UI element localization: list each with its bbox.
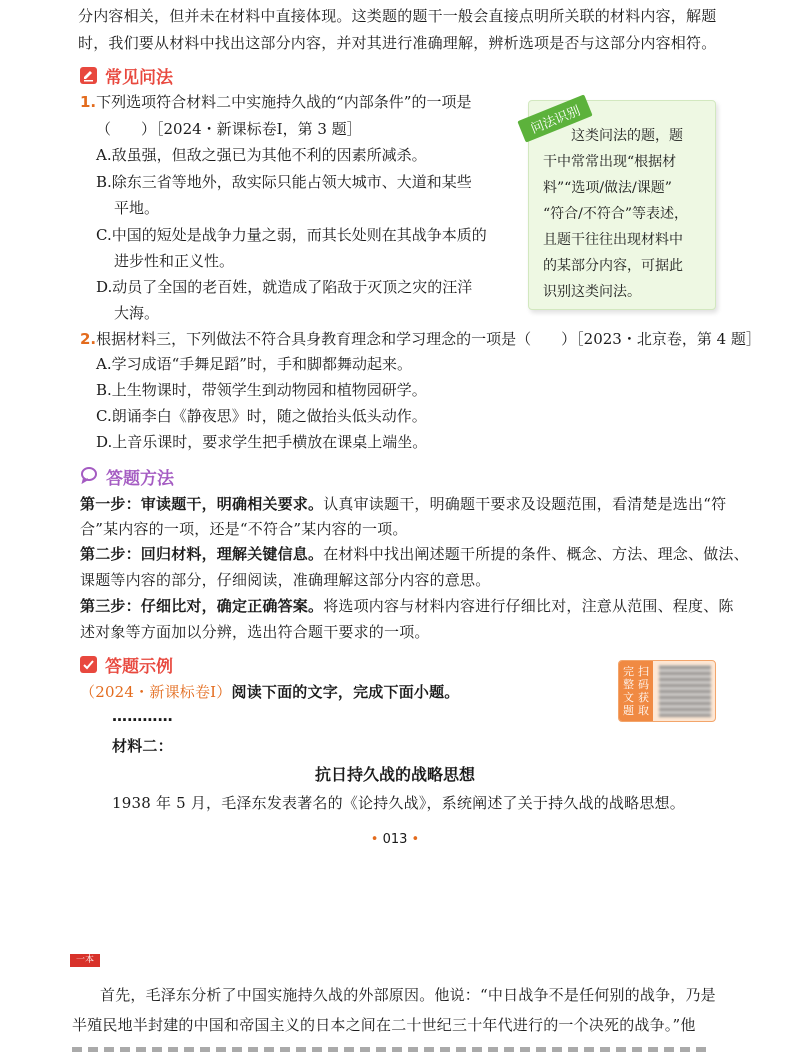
next-page-tag: 一本 [70, 954, 100, 967]
next-page-line-3-cut [72, 1042, 712, 1052]
next-page-line-1: 首先，毛泽东分析了中国实施持久战的外部原因。他说：“中日战争不是任何别的战争，乃是 [100, 986, 716, 1004]
qr-char: 扫 [638, 665, 649, 678]
qr-char: 取 [638, 704, 649, 717]
note-line: 料”“选项/做法/课题” [543, 180, 672, 196]
step-3 [80, 593, 734, 619]
step-1-cont: 合”某内容的一项，还是“不符合”某内容的一项。 [80, 520, 408, 538]
qr-char: 码 [638, 678, 649, 691]
material-label: 材料二： [112, 737, 173, 755]
question-2 [80, 326, 761, 353]
note-line: 且题干往往出现材料中 [543, 232, 683, 248]
q1-option-a: A.敌虽强，但敌之强已为其他不利的因素所减杀。 [96, 146, 427, 164]
qr-char: 文 [623, 691, 634, 704]
question-1-source: （ ）［2024・新课标卷Ⅰ，第 3 题］ [96, 120, 362, 138]
step-3-cont: 述对象等方面加以分辨，选出符合题干要求的一项。 [80, 623, 430, 641]
qr-char: 题 [623, 704, 634, 717]
qr-label [619, 661, 653, 721]
example-ellipsis: ………… [112, 707, 173, 725]
page-number: • 013 • [370, 832, 420, 847]
material-paragraph: 1938 年 5 月，毛泽东发表著名的《论持久战》，系统阐述了关于持久战的战略思想。 [112, 794, 685, 812]
q1-option-b-cont: 平地。 [114, 199, 160, 217]
q2-option-c: C.朗诵李白《静夜思》时，随之做抬头低头动作。 [96, 407, 427, 425]
q2-option-a: A.学习成语“手舞足蹈”时，手和脚都舞动起来。 [96, 355, 412, 373]
step-1-label: 第一步：审读题干，明确相关要求。 [80, 495, 324, 513]
step-2 [80, 541, 749, 567]
question-1-stem: 下列选项符合材料二中实施持久战的“内部条件”的一项是 [96, 93, 472, 111]
note-line: 识别这类问法。 [543, 284, 641, 300]
qr-char: 获 [638, 691, 649, 704]
note-text [543, 123, 703, 305]
qr-char: 整 [623, 678, 634, 691]
section-example-header [80, 652, 173, 677]
note-line: 干中常常出现“根据材 [543, 154, 677, 170]
step-2-label: 第二步：回归材料，理解关键信息。 [80, 545, 324, 563]
q1-option-d-cont: 大海。 [114, 304, 160, 322]
qr-code-image[interactable] [659, 665, 711, 717]
note-tag: 问法识别 [517, 94, 592, 142]
intro-line-2: 时，我们要从材料中找出这部分内容，并对其进行准确理解，辨析选项是否与这部分内容相符。 [78, 34, 717, 52]
step-3-label: 第三步：仔细比对，确定正确答案。 [80, 597, 324, 615]
note-line: 这类问法的题，题 [571, 128, 683, 144]
section-example-title: 答题示例 [105, 657, 173, 677]
q1-option-b: B.除东三省等地外，敌实际只能占领大城市、大道和某些 [96, 173, 472, 191]
section-common-title: 常见问法 [105, 68, 173, 88]
q2-option-b: B.上生物课时，带领学生到动物园和植物园研学。 [96, 381, 427, 399]
step-1-text: 认真审读题干，明确题干要求及设题范围，看清楚是选出“符 [323, 495, 727, 513]
question-2-stem: 根据材料三，下列做法不符合具身教育理念和学习理念的一项是（ ）［2023・北京卷，第 4 题］ [96, 330, 761, 348]
next-page-line-2: 半殖民地半封建的中国和帝国主义的日本之间在二十世纪三十年代进行的一个决死的战争。”他 [72, 1016, 696, 1034]
note-line: 的某部分内容，可据此 [543, 258, 683, 274]
section-method-header [80, 464, 174, 489]
scan-qr-box[interactable] [618, 660, 716, 722]
speech-bubble-icon [80, 466, 98, 488]
page-number-value: 013 [382, 832, 408, 847]
step-1 [80, 491, 726, 517]
section-common-header [80, 63, 173, 88]
qr-char: 完 [623, 665, 634, 678]
step-2-text: 在材料中找出阐述题干所提的条件、概念、方法、理念、做法、 [323, 545, 749, 563]
question-1 [80, 89, 471, 116]
q2-option-d: D.上音乐课时，要求学生把手横放在课桌上端坐。 [96, 433, 428, 451]
q1-option-c-cont: 进步性和正义性。 [114, 252, 235, 270]
check-square-icon [80, 656, 97, 673]
material-heading: 抗日持久战的战略思想 [314, 765, 475, 784]
question-identification-note [528, 100, 716, 310]
question-1-number: 1. [80, 93, 97, 111]
step-2-cont: 课题等内容的部分，仔细阅读，准确理解这部分内容的意思。 [80, 571, 491, 589]
example-intro [80, 679, 460, 705]
step-3-text: 将选项内容与材料内容进行仔细比对，注意从范围、程度、陈 [323, 597, 734, 615]
note-line: “符合/不符合”等表述， [543, 206, 689, 222]
pencil-square-icon [80, 67, 97, 84]
example-source: （2024・新课标卷Ⅰ） [80, 683, 232, 701]
q1-option-d: D.动员了全国的老百姓，就造成了陷敌于灭顶之灾的汪洋 [96, 278, 473, 296]
example-prompt: 阅读下面的文字，完成下面小题。 [231, 683, 460, 701]
question-2-number: 2. [80, 330, 97, 348]
intro-line-1: 分内容相关，但并未在材料中直接体现。这类题的题干一般会直接点明所关联的材料内容，解题 [78, 7, 717, 25]
q1-option-c: C.中国的短处是战争力量之弱，而其长处则在其战争本质的 [96, 226, 487, 244]
section-method-title: 答题方法 [106, 469, 174, 489]
